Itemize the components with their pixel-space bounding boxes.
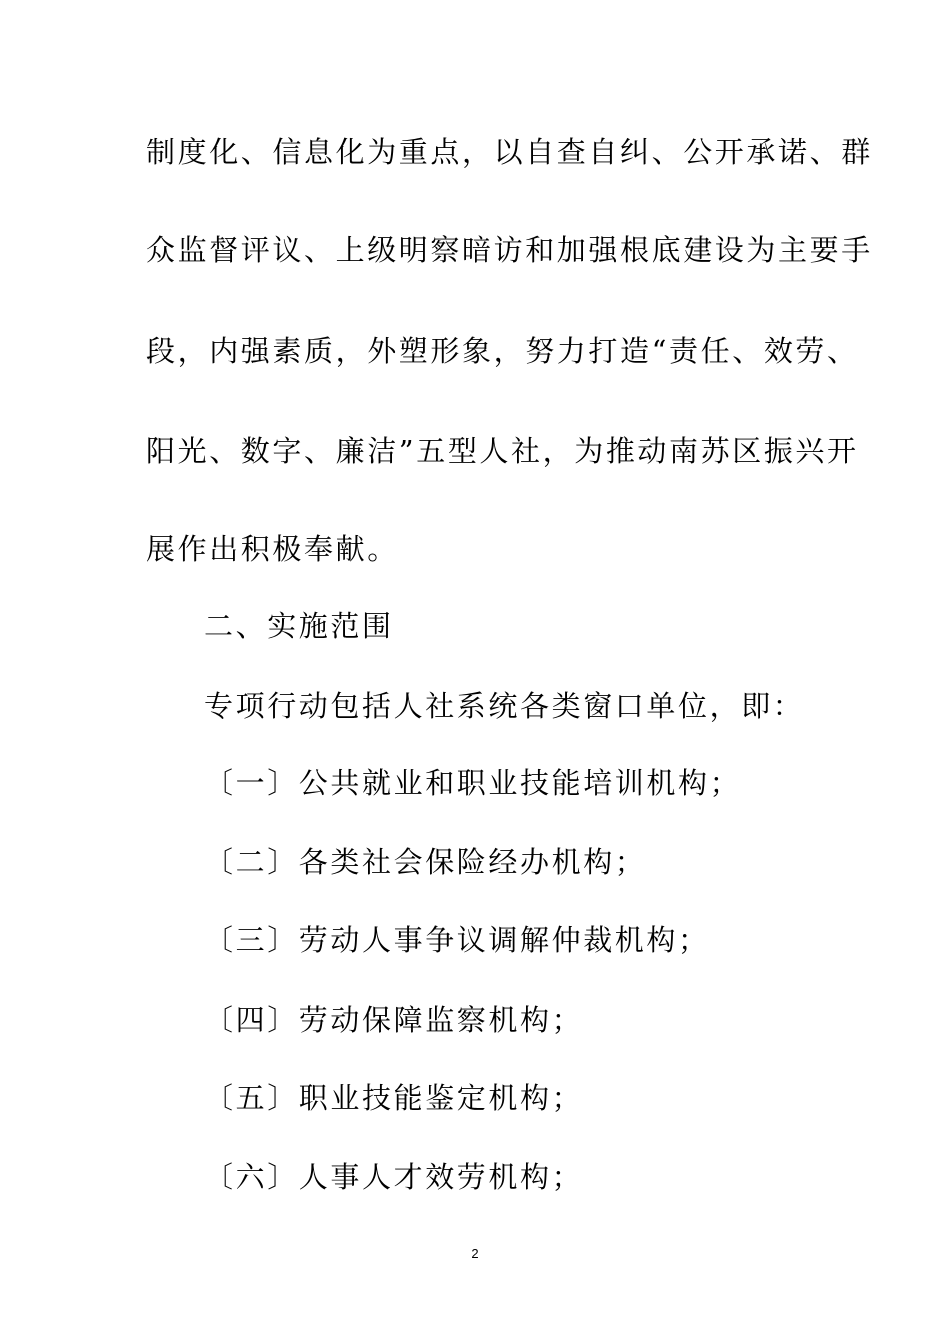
list-item: 〔一〕公共就业和职业技能培训机构； bbox=[204, 766, 742, 800]
list-item: 〔三〕劳动人事争议调解仲裁机构； bbox=[204, 923, 710, 957]
section-heading: 二、实施范围 bbox=[204, 609, 394, 643]
list-item: 〔二〕各类社会保险经办机构； bbox=[204, 845, 647, 879]
list-item: 〔六〕人事人才效劳机构； bbox=[204, 1160, 584, 1194]
paragraph-line: 展作出积极奉献。 bbox=[146, 532, 399, 566]
paragraph-line: 众监督评议、上级明察暗访和加强根底建设为主要手 bbox=[146, 233, 873, 267]
intro-text: 专项行动包括人社系统各类窗口单位，即： bbox=[204, 689, 805, 723]
paragraph-line: 阳光、数字、廉洁”五型人社，为推动南苏区振兴开 bbox=[146, 434, 859, 468]
paragraph-line: 制度化、信息化为重点，以自查自纠、公开承诺、群 bbox=[146, 135, 873, 169]
list-item: 〔四〕劳动保障监察机构； bbox=[204, 1003, 584, 1037]
page-number: 2 bbox=[471, 1246, 479, 1261]
list-item: 〔五〕职业技能鉴定机构； bbox=[204, 1081, 584, 1115]
paragraph-line: 段，内强素质，外塑形象，努力打造“责任、效劳、 bbox=[146, 334, 859, 368]
